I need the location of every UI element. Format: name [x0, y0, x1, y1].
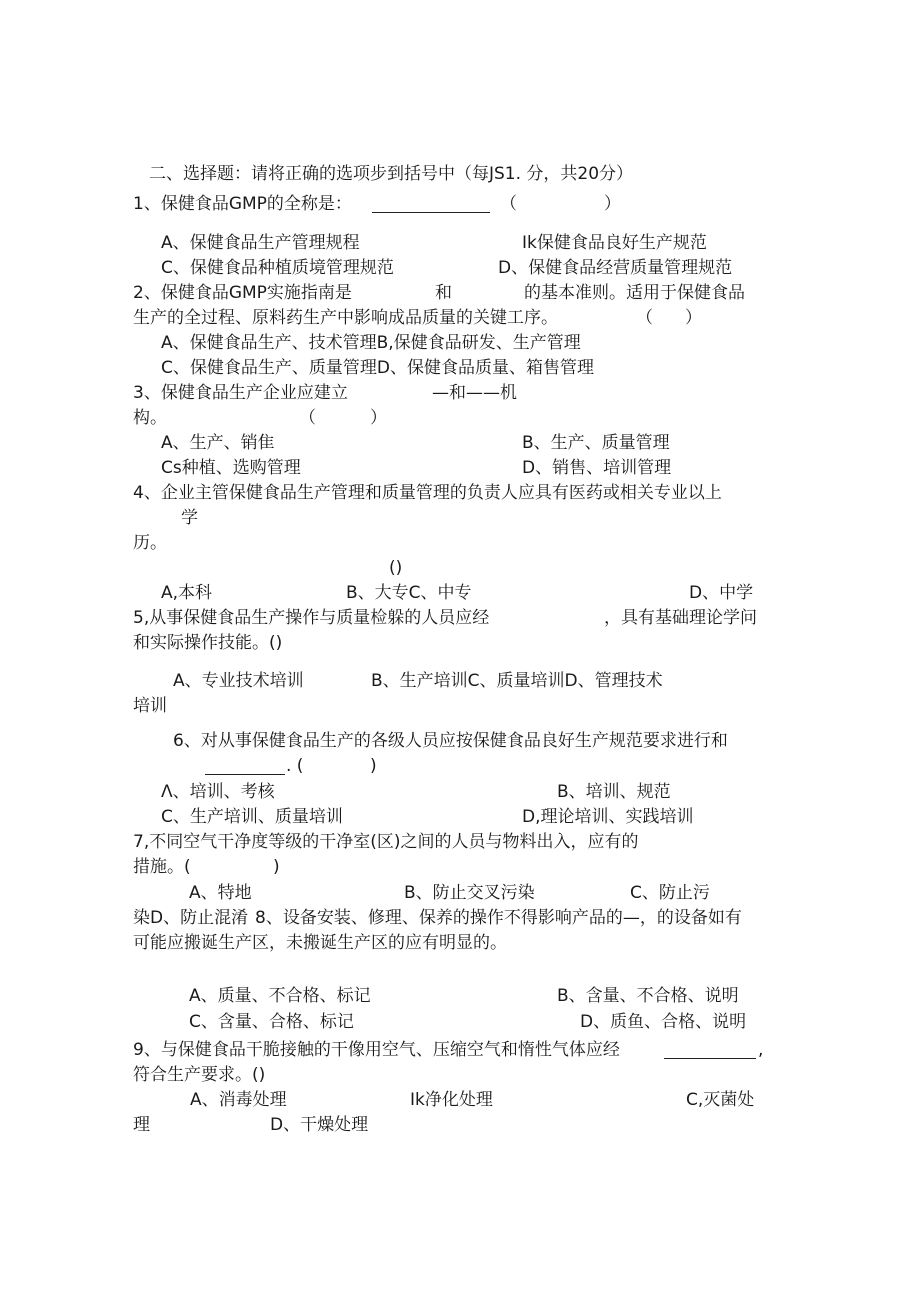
q1-option-c: C、保健食品种植质境管理规范 [161, 258, 394, 278]
q1-blank [372, 196, 490, 213]
q7-option-c: C、防止污 [630, 883, 710, 903]
q3-option-a: A、生产、销隹 [161, 433, 275, 453]
q4-parens: () [389, 558, 403, 578]
q9-option-b: Ik净化处理 [410, 1090, 493, 1110]
q6-option-a: Λ、培训、考核 [161, 782, 275, 802]
q2-paren-open: （ [636, 308, 653, 328]
q7-option-b: B、防止交叉污染 [404, 883, 535, 903]
q4-options-bc: B、大专C、中专 [346, 583, 472, 603]
q4-stem-li: 历。 [133, 533, 167, 553]
q5-stem-part1: 5,从事保健食品生产操作与质量检躲的人员应经 [133, 608, 490, 628]
q3-paren-close: ） [370, 408, 387, 428]
q5-option-a: A、专业技术培训 [173, 671, 304, 691]
q5-options-bcd: B、生产培训C、质量培训D、管理技术 [371, 671, 663, 691]
q1-paren-close: ） [604, 194, 621, 214]
q1-paren-open: （ [500, 194, 517, 214]
q2-stem-part1: 2、保健食品GMP实施指南是 [133, 283, 352, 303]
q7-option-d: 染D、防止混淆 [133, 908, 249, 928]
q8-option-d: D、质鱼、合格、说明 [580, 1012, 747, 1032]
q3-stem-part1: 3、保健食品生产企业应建立 [133, 383, 348, 403]
q2-options-cd: C、保健食品生产、质量管理D、保健食品质量、箱售管理 [161, 358, 594, 378]
q9-stem-line2: 符合生产要求。() [133, 1065, 266, 1085]
q7-option-a: A、特地 [189, 883, 252, 903]
q6-blank [205, 758, 285, 775]
q9-comma: , [758, 1040, 764, 1060]
q3-option-d: D、销售、培训管理 [522, 458, 672, 478]
q2-stem-line2: 生产的全过程、原料药生产中影响成品质量的关键工序。 [133, 308, 558, 328]
q6-paren-close: ) [370, 756, 377, 776]
q6-option-d: D,理论培训、实践培训 [522, 807, 694, 827]
q6-paren-open: . ( [286, 756, 304, 776]
q1-option-d: D、保健食品经营质量管理规范 [498, 258, 733, 278]
q2-stem-part3: 的基本准则。适用于保健食品 [524, 283, 745, 303]
q8-stem: 8、设备安装、修理、保养的操作不得影响产品的—，的设备如有 [255, 908, 742, 928]
q7-paren-open: 措施。( [133, 857, 191, 877]
q6-option-c: C、生产培训、质量培训 [161, 807, 343, 827]
q8-option-b: B、含量、不合格、说明 [557, 986, 739, 1006]
q9-option-d: D、干燥处理 [270, 1115, 369, 1135]
q3-paren-open: （ [299, 408, 316, 428]
q9-blank [664, 1042, 756, 1059]
q1-stem: 1、保健食品GMP的全称是： [133, 194, 352, 214]
q1-option-b: Ik保健食品良好生产规范 [522, 233, 707, 253]
q2-stem-part2: 和 [435, 283, 452, 303]
q9-option-a: A、消毒处理 [190, 1090, 287, 1110]
q3-stem-part2: —和——机 [432, 383, 517, 403]
q1-option-a: A、保健食品生产管理规程 [161, 233, 360, 253]
q3-option-c: Cs种植、选购管理 [161, 458, 301, 478]
q8-stem-line2: 可能应搬诞生产区，未搬诞生产区的应有明显的。 [133, 933, 507, 953]
q8-option-a: A、质量、不合格、标记 [189, 986, 371, 1006]
section-heading: 二、选择题：请将正确的选项步到括号中（每JS1. 分，共20分） [149, 164, 634, 184]
q4-stem-xue: 学 [181, 508, 198, 528]
q4-option-d: D、中学 [689, 583, 754, 603]
q7-paren-close: ) [273, 857, 280, 877]
q2-options-ab: A、保健食品生产、技术管理B,保健食品研发、生产管理 [161, 333, 581, 353]
q6-option-b: B、培训、规范 [557, 782, 671, 802]
q7-stem: 7,不同空气干净度等级的干净室(区)之间的人员与物料出入，应有的 [133, 832, 639, 852]
q2-paren-close: ） [685, 308, 702, 328]
q5-option-d-wrap: 培训 [133, 696, 167, 716]
q9-option-c: C,灭菌处 [686, 1090, 755, 1110]
q6-stem: 6、对从事保健食品生产的各级人员应按保健食品良好生产规范要求进行和 [173, 731, 728, 751]
q4-option-a: A,本科 [161, 583, 213, 603]
q8-option-c: C、含量、合格、标记 [189, 1012, 354, 1032]
q4-stem: 4、企业主管保健食品生产管理和质量管理的负责人应具有医药或相关专业以上 [133, 483, 722, 503]
q9-option-c-wrap: 理 [133, 1115, 150, 1135]
q3-stem-line2: 构。 [133, 408, 167, 428]
q9-stem: 9、与保健食品干脆接触的干像用空气、压缩空气和惰性气体应经 [133, 1040, 620, 1060]
q5-stem-part2: ，具有基础理论学问 [604, 608, 757, 628]
q5-stem-line2: 和实际操作技能。() [133, 633, 283, 653]
q3-option-b: B、生产、质量管理 [522, 433, 670, 453]
